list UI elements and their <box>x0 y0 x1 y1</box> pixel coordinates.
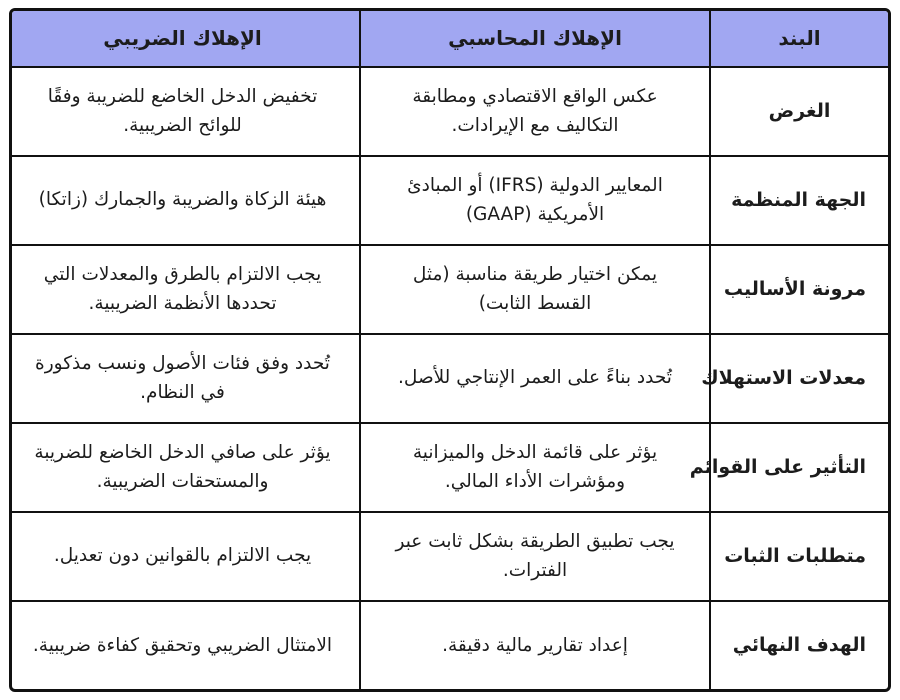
header-row <box>9 11 888 67</box>
accounting-cell: عكس الواقع الاقتصادي ومطابقة التكاليف مع الإيرادات. <box>360 67 710 156</box>
table-row <box>9 512 888 601</box>
row-label-consistency: متطلبات الثبات <box>710 512 888 601</box>
table-row <box>9 156 888 245</box>
accounting-cell: إعداد تقارير مالية دقيقة. <box>360 601 710 690</box>
tax-cell: تخفيض الدخل الخاضع للضريبة وفقًا للوائح الضريبية. <box>9 67 360 156</box>
row-label-method-flexibility: مرونة الأساليب <box>710 245 888 334</box>
accounting-cell: يؤثر على قائمة الدخل والميزانية ومؤشرات الأداء المالي. <box>360 423 710 512</box>
row-label-purpose: الغرض <box>710 67 888 156</box>
header-tax-depreciation: الإهلاك الضريبي <box>9 11 360 67</box>
accounting-cell: المعايير الدولية (IFRS) أو المبادئ الأمريكية (GAAP) <box>360 156 710 245</box>
row-label-depreciation-rates: معدلات الاستهلاك <box>710 334 888 423</box>
tax-cell: يجب الالتزام بالطرق والمعدلات التي تحددها الأنظمة الضريبية. <box>9 245 360 334</box>
table-row <box>9 334 888 423</box>
table-body <box>9 67 888 690</box>
accounting-cell: يجب تطبيق الطريقة بشكل ثابت عبر الفترات. <box>360 512 710 601</box>
table-row <box>9 423 888 512</box>
row-label-regulator: الجهة المنظمة <box>710 156 888 245</box>
accounting-cell: يمكن اختيار طريقة مناسبة (مثل القسط الثابت) <box>360 245 710 334</box>
table-row <box>9 67 888 156</box>
depreciation-comparison-table <box>9 11 888 690</box>
table-row <box>9 245 888 334</box>
header-item: البند <box>710 11 888 67</box>
header-accounting-depreciation: الإهلاك المحاسبي <box>360 11 710 67</box>
row-label-final-goal: الهدف النهائي <box>710 601 888 690</box>
tax-cell: يؤثر على صافي الدخل الخاضع للضريبة والمستحقات الضريبية. <box>9 423 360 512</box>
tax-cell: الامتثال الضريبي وتحقيق كفاءة ضريبية. <box>9 601 360 690</box>
accounting-cell: تُحدد بناءً على العمر الإنتاجي للأصل. <box>360 334 710 423</box>
tax-cell: يجب الالتزام بالقوانين دون تعديل. <box>9 512 360 601</box>
comparison-table-container <box>9 8 891 692</box>
table-row <box>9 601 888 690</box>
tax-cell: تُحدد وفق فئات الأصول ونسب مذكورة في النظام. <box>9 334 360 423</box>
row-label-statement-impact: التأثير على القوائم <box>710 423 888 512</box>
table-header <box>9 11 888 67</box>
tax-cell: هيئة الزكاة والضريبة والجمارك (زاتكا) <box>9 156 360 245</box>
